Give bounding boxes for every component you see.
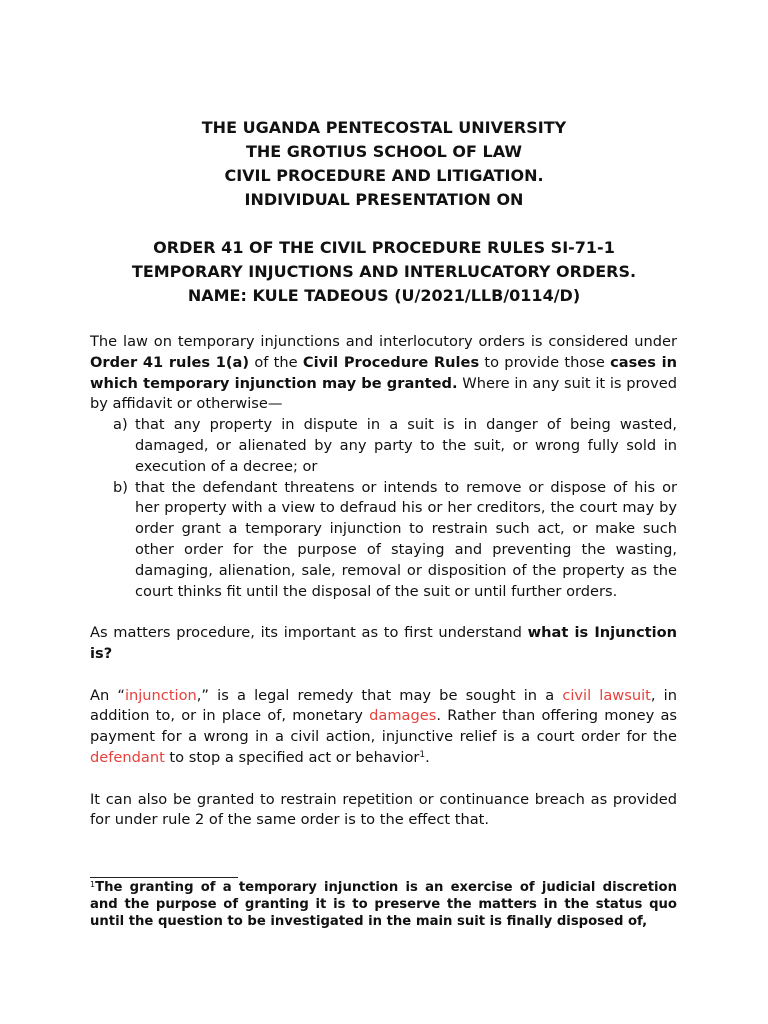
footnote-text: The granting of a temporary injunction is an exercise of judicial discretion and the purpose of granting it is to preserve the matters in the status quo until the question to be investigated in the main suit is finally disposed of, xyxy=(90,880,677,929)
question-paragraph: As matters procedure, its important as to first understand what is Injunction is? xyxy=(90,624,677,662)
list-marker: b) xyxy=(113,478,128,496)
course-name: CIVIL PROCEDURE AND LITIGATION. xyxy=(224,166,544,185)
damages-link[interactable]: damages xyxy=(369,707,437,725)
list-item-text: that the defendant threatens or intends to remove or dispose of his or her property with a view to defraud his or her creditors, the court may by order grant a temporary injunction to restrain such act, or make such other order for the purpose of staying and preventing the wasting, damaging, alienation, sale, removal or disposition of the property as the court thinks fit until the disposal of the suit or until further orders. xyxy=(135,478,677,600)
conditions-list xyxy=(90,415,677,602)
university-name: THE UGANDA PENTECOSTAL UNIVERSITY xyxy=(201,118,567,137)
footnote-reference[interactable]: 1 xyxy=(419,749,426,760)
topic-title: ORDER 41 OF THE CIVIL PROCEDURE RULES SI-71-1 xyxy=(153,238,615,257)
presentation-label: INDIVIDUAL PRESENTATION ON xyxy=(244,190,524,209)
definition-paragraph: An “injunction,” is a legal remedy that may be sought in a civil lawsuit, in addition to, or in place of, monetary damages. Rather than offering money as payment for a wrong in a civil action, injunctive relief is a court order for the defendant to stop a specified act or behavior$^1$. xyxy=(90,686,677,766)
intro-paragraph: The law on temporary injunctions and interlocutory orders is considered under Order 41 rules 1(a) of the Civil Procedure Rules to provide those cases in which temporary injunction may be granted. Where in any suit it is proved by affidavit or otherwise— xyxy=(90,333,677,413)
list-marker: a) xyxy=(113,416,128,434)
title-block xyxy=(90,116,678,308)
list-item-text: that any property in dispute in a suit is in danger of being wasted, damaged, or alienated by any party to the suit, or wrong fully sold in execution of a decree; or xyxy=(135,416,677,475)
title-gap xyxy=(90,212,678,236)
list-item xyxy=(90,415,677,477)
footnote-separator xyxy=(90,877,238,878)
repetition-paragraph: It can also be granted to restrain repetition or continuance breach as provided for under rule 2 of the same order is to the effect that. xyxy=(90,790,677,829)
list-item xyxy=(90,478,677,603)
injunction-link[interactable]: injunction xyxy=(124,686,197,704)
footnote xyxy=(90,880,677,930)
school-name: THE GROTIUS SCHOOL OF LAW xyxy=(245,142,523,161)
defendant-link[interactable]: defendant xyxy=(90,748,165,766)
author-name: NAME: KULE TADEOUS (U/2021/LLB/0114/D) xyxy=(187,286,581,305)
document-body xyxy=(90,332,677,831)
footnote-number: 1 xyxy=(90,880,96,889)
civil-lawsuit-link[interactable]: civil lawsuit xyxy=(562,686,651,704)
topic-subtitle: TEMPORARY INJUCTIONS AND INTERLUCATORY ORDERS. xyxy=(131,262,637,281)
